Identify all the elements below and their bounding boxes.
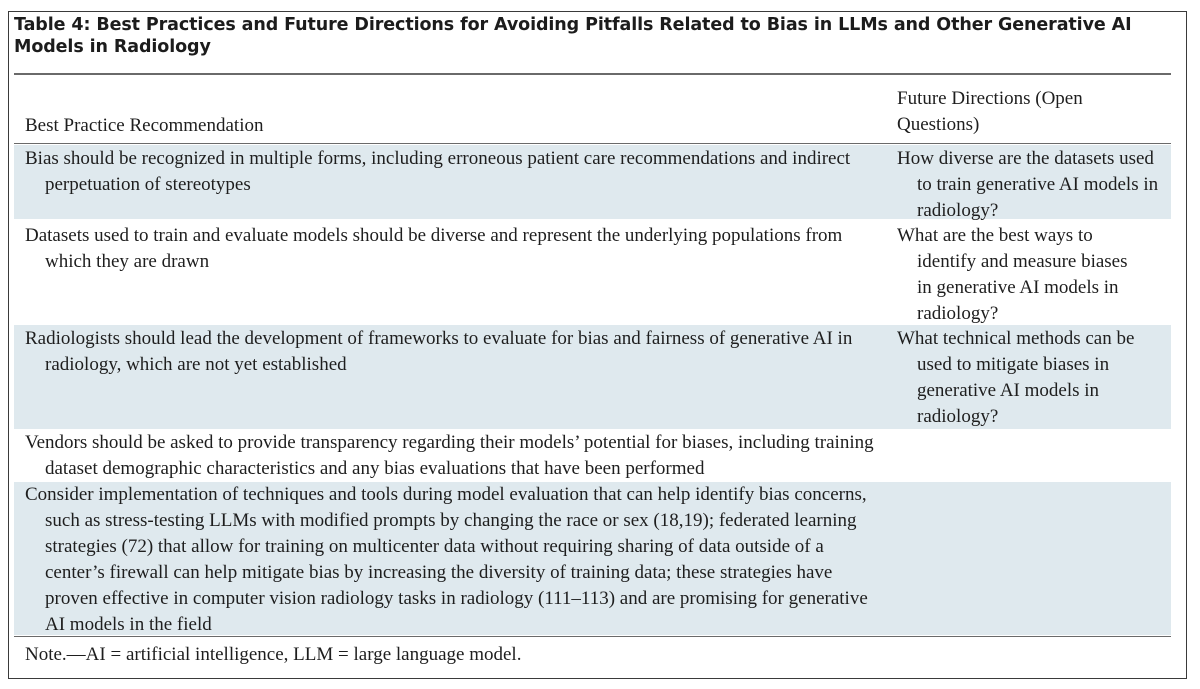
table-row [14,430,1171,480]
header-rule [14,143,1171,144]
table-row [14,221,1171,323]
table-row [14,325,1171,429]
recommendation-cell [25,223,875,275]
recommendation-cell [25,146,875,198]
table-note: Note.—AI = artificial intelligence, LLM = large language model. [25,644,522,665]
recommendation-text: Radiologists should lead the development of frameworks to evaluate for bias and fairness of generative AI in radiology, which are not yet established [25,328,853,375]
table-row [14,145,1171,219]
recommendation-text: Vendors should be asked to provide transparency regarding their models’ potential for biases, including training dataset demographic characteristics and any bias evaluations that have been performed [25,432,874,479]
question-cell [897,326,1147,430]
title-rule [14,73,1171,75]
recommendation-text: Datasets used to train and evaluate models should be diverse and represent the underlying populations from which they are drawn [25,225,843,272]
recommendation-cell [25,326,875,378]
question-cell [897,223,1147,327]
column-header-recommendation: Best Practice Recommendation [25,115,264,136]
question-text: What are the best ways to identify and measure biases in generative AI models in radiology? [897,225,1128,324]
recommendation-text: Consider implementation of techniques and tools during model evaluation that can help identify bias concerns, such as stress-testing LLMs with modified prompts by changing the race or sex (18,19); federated learning strategies (72) that allow for training on multicenter data without requiring sharing of data outside of a center’s firewall can help mitigate bias by increasing the diversity of training data; these strategies have proven effective in computer vision radiology tasks in radiology (111–113) and are promising for generative AI models in the field [25,484,868,635]
question-cell [897,146,1169,224]
recommendation-cell [25,430,875,482]
column-header-future-directions: Future Directions (Open Questions) [897,88,1083,135]
question-text: What technical methods can be used to mitigate biases in generative AI models in radiology? [897,328,1135,427]
recommendation-cell [25,482,875,638]
table-title: Table 4: Best Practices and Future Directions for Avoiding Pitfalls Related to Bias in LLMs and Other Generative AI Models in Radiology [14,15,1132,57]
footer-rule [14,636,1171,637]
table-row [14,482,1171,635]
recommendation-text: Bias should be recognized in multiple forms, including erroneous patient care recommendations and indirect perpetuation of stereotypes [25,148,851,195]
question-text: How diverse are the datasets used to train generative AI models in radiology? [897,148,1159,221]
